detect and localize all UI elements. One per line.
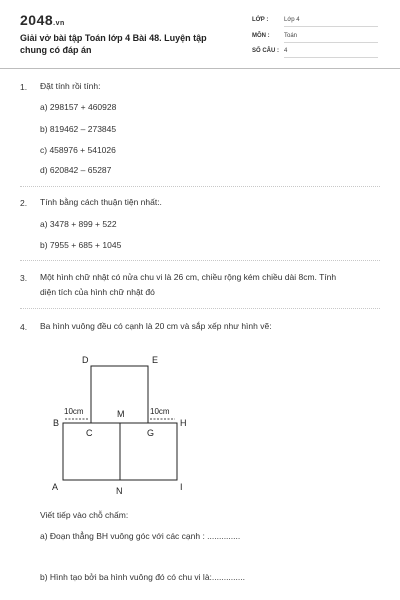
label-D: D [82, 355, 89, 365]
label-B: B [53, 418, 60, 428]
meta-underline [284, 42, 378, 43]
question-option: a) 298157 + 460928 [40, 102, 117, 112]
meta-value-class: Lớp 4 [284, 17, 300, 23]
header-separator [0, 68, 400, 69]
question-option: b) 819462 – 273845 [40, 124, 117, 134]
question-option: b) 7955 + 685 + 1045 [40, 240, 122, 250]
label-I: I [180, 482, 183, 492]
label-N: N [116, 486, 123, 496]
length-label-right: 10cm [150, 407, 170, 416]
label-A: A [52, 482, 59, 492]
label-M: M [117, 409, 125, 419]
length-label-left: 10cm [64, 407, 84, 416]
fill-blank-b: b) Hình tạo bởi ba hình vuông đó có chu vi là:.............. [40, 572, 245, 582]
question-text: Tính bằng cách thuận tiện nhất:. [40, 197, 162, 207]
label-H: H [180, 418, 187, 428]
question-number: 2. [20, 198, 28, 208]
label-C: C [86, 428, 93, 438]
section-divider [20, 308, 380, 309]
figure-svg [40, 346, 220, 498]
logo-suffix: .vn [53, 20, 65, 27]
meta-value-count: 4 [284, 48, 288, 54]
question-number: 3. [20, 273, 28, 283]
question-number: 1. [20, 82, 28, 92]
squares-figure [40, 346, 220, 498]
question-option: c) 458976 + 541026 [40, 145, 116, 155]
question-number: 4. [20, 322, 28, 332]
fill-instruction: Viết tiếp vào chỗ chấm: [40, 510, 129, 520]
label-E: E [152, 355, 159, 365]
question-text: Đặt tính rồi tính: [40, 81, 101, 91]
question-option: a) 3478 + 899 + 522 [40, 219, 117, 229]
question-text: Ba hình vuông đều có cạnh là 20 cm và sắp xếp như hình vẽ: [40, 321, 272, 331]
meta-underline [284, 26, 378, 27]
fill-blank-a: a) Đoạn thẳng BH vuông góc với các cạnh : .............. [40, 531, 241, 541]
section-divider [20, 260, 380, 261]
meta-value-subject: Toán [284, 33, 298, 39]
page-title: Giải vở bài tập Toán lớp 4 Bài 48. Luyện tập chung có đáp án [20, 33, 207, 55]
label-G: G [147, 428, 155, 438]
meta-label-count: SỐ CÂU : [252, 48, 279, 54]
meta-label-class: LỚP : [252, 17, 269, 23]
question-text: diện tích của hình chữ nhật đó [40, 287, 155, 297]
question-text: Một hình chữ nhật có nửa chu vi là 26 cm, chiều rộng kém chiều dài 8cm. Tính [40, 272, 337, 282]
meta-underline [284, 57, 378, 58]
section-divider [20, 186, 380, 187]
site-logo[interactable] [20, 12, 65, 28]
meta-label-subject: MÔN : [252, 33, 270, 39]
question-option: d) 620842 – 65287 [40, 165, 112, 175]
logo-text: 2048 [20, 12, 54, 28]
